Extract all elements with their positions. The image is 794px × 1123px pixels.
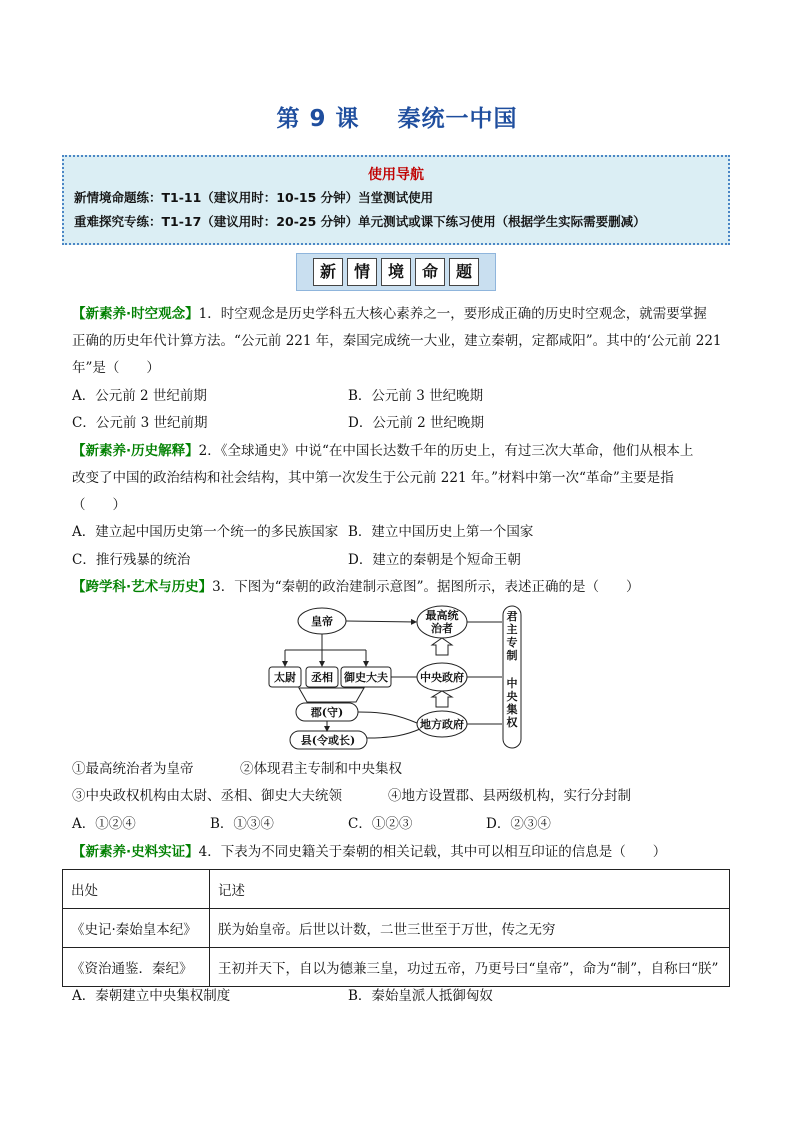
supreme-label-1: 最高统 bbox=[425, 609, 459, 622]
guide-heading: 使用导航 bbox=[368, 167, 424, 183]
q2-option-a[interactable]: A．建立起中国历史第一个统一的多民族国家 bbox=[72, 524, 339, 540]
side-char: 制 bbox=[506, 649, 518, 662]
q2-tag: 【新素养·历史解释】 bbox=[72, 443, 199, 459]
q2-line-3: （ ） bbox=[72, 497, 126, 513]
q3-statement-3: ③中央政权机构由太尉、丞相、御史大夫统领 bbox=[72, 788, 342, 804]
q2-option-c[interactable]: C．推行残暴的统治 bbox=[72, 552, 191, 568]
q4-option-a[interactable]: A．秦朝建立中央集权制度 bbox=[72, 988, 231, 1004]
q2-option-d[interactable]: D．建立的秦朝是个短命王朝 bbox=[348, 552, 521, 568]
q3-statement-4: ④地方设置郡、县两级机构，实行分封制 bbox=[388, 788, 631, 804]
supreme-label-2: 治者 bbox=[431, 622, 453, 635]
q1-line-1 bbox=[72, 305, 707, 323]
section-char: 情 bbox=[347, 258, 377, 286]
q3-option-b[interactable]: B．①③④ bbox=[210, 816, 274, 832]
side-char: 专 bbox=[506, 636, 518, 649]
q2-option-b[interactable]: B．建立中国历史上第一个国家 bbox=[348, 524, 534, 540]
side-char: 集 bbox=[506, 703, 518, 716]
side-char: 权 bbox=[506, 716, 518, 729]
table-cell: 《资治通鉴．秦纪》 bbox=[63, 948, 210, 987]
q4-line-1 bbox=[72, 843, 666, 861]
q2-text-1: 2．《全球通史》中说“在中国长达数千年的历史上，有过三次大革命，他们从根本上 bbox=[198, 443, 694, 459]
q3-statement-1: ①最高统治者为皇帝 bbox=[72, 761, 194, 777]
chengxiang-label: 丞相 bbox=[311, 671, 333, 684]
table-cell: 《史记·秦始皇本纪》 bbox=[63, 909, 210, 948]
q1-text-1: 1．时空观念是历史学科五大核心素养之一，要形成正确的历史时空观念，就需要掌握 bbox=[198, 306, 707, 322]
section-char: 境 bbox=[381, 258, 411, 286]
table-row bbox=[63, 909, 730, 948]
section-char: 题 bbox=[449, 258, 479, 286]
up-arrow-icon bbox=[432, 691, 452, 707]
table-cell: 王初并天下，自以为德兼三皇，功过五帝，乃更号曰“皇帝”，命为“制”，自称曰“朕” bbox=[210, 948, 730, 987]
section-char: 命 bbox=[415, 258, 445, 286]
q1-line-2: 正确的历史年代计算方法。“公元前 221 年，秦国完成统一大业，建立秦朝，定都咸阳”。其中的‘公元前 221 bbox=[72, 333, 722, 349]
q3-tag: 【跨学科·艺术与历史】 bbox=[72, 579, 213, 595]
side-char: 中 bbox=[506, 677, 518, 690]
q1-option-c[interactable]: C．公元前 3 世纪前期 bbox=[72, 415, 208, 431]
q3-option-c[interactable]: C．①②③ bbox=[348, 816, 413, 832]
section-title-banner bbox=[296, 253, 496, 291]
q4-stem: 4．下表为不同史籍关于秦朝的相关记载，其中可以相互印证的信息是（ ） bbox=[198, 844, 667, 860]
q1-option-a[interactable]: A．公元前 2 世纪前期 bbox=[72, 388, 207, 404]
q2-line-1 bbox=[72, 442, 693, 460]
q4-option-b[interactable]: B．秦始皇派人抵御匈奴 bbox=[348, 988, 493, 1004]
q4-tag: 【新素养·史料实证】 bbox=[72, 844, 199, 860]
local-label: 地方政府 bbox=[420, 718, 464, 731]
table-row bbox=[63, 870, 730, 909]
taiwei-label: 太尉 bbox=[274, 671, 296, 684]
emperor-label: 皇帝 bbox=[311, 615, 333, 628]
table-header-source: 出处 bbox=[63, 870, 210, 909]
q1-option-b[interactable]: B．公元前 3 世纪晚期 bbox=[348, 388, 484, 404]
usage-guide-box bbox=[62, 155, 730, 245]
q3-option-a[interactable]: A．①②④ bbox=[72, 816, 136, 832]
guide-line-1: 新情境命题练：T1-11（建议用时：10-15 分钟）当堂测试使用 bbox=[74, 190, 434, 205]
side-char: 君 bbox=[506, 610, 518, 623]
q3-line-1 bbox=[72, 578, 640, 596]
q3-option-d[interactable]: D．②③④ bbox=[486, 816, 551, 832]
jun-label: 郡(守) bbox=[310, 706, 344, 719]
section-char: 新 bbox=[313, 258, 343, 286]
table-cell: 朕为始皇帝。后世以计数，二世三世至于万世，传之无穷 bbox=[210, 909, 730, 948]
lesson-name: 秦统一中国 bbox=[397, 106, 518, 132]
page-title bbox=[0, 100, 794, 133]
q3-stem: 3．下图为“秦朝的政治建制示意图”。据图所示，表述正确的是（ ） bbox=[212, 579, 640, 595]
qin-political-system-diagram bbox=[268, 603, 524, 755]
central-label: 中央政府 bbox=[420, 671, 464, 684]
lesson-number: 第 9 课 bbox=[276, 106, 360, 132]
up-arrow-icon bbox=[432, 638, 452, 655]
side-char: 央 bbox=[506, 690, 518, 703]
q1-tag: 【新素养·时空观念】 bbox=[72, 306, 199, 322]
xian-label: 县(令或长) bbox=[300, 734, 356, 747]
yushi-label: 御史大夫 bbox=[344, 671, 388, 684]
table-header-record: 记述 bbox=[210, 870, 730, 909]
side-char: 主 bbox=[506, 623, 518, 636]
q3-statement-2: ②体现君主专制和中央集权 bbox=[240, 761, 402, 777]
q1-option-d[interactable]: D．公元前 2 世纪晚期 bbox=[348, 415, 484, 431]
q1-line-3: 年”是（ ） bbox=[72, 360, 160, 376]
q4-table bbox=[62, 869, 730, 987]
table-row bbox=[63, 948, 730, 987]
guide-line-2: 重难探究专练：T1-17（建议用时：20-25 分钟）单元测试或课下练习使用（根据学生实际需要删减） bbox=[74, 214, 646, 229]
q2-line-2: 改变了中国的政治结构和社会结构，其中第一次发生于公元前 221 年。”材料中第一次“革命”主要是指 bbox=[72, 470, 674, 486]
